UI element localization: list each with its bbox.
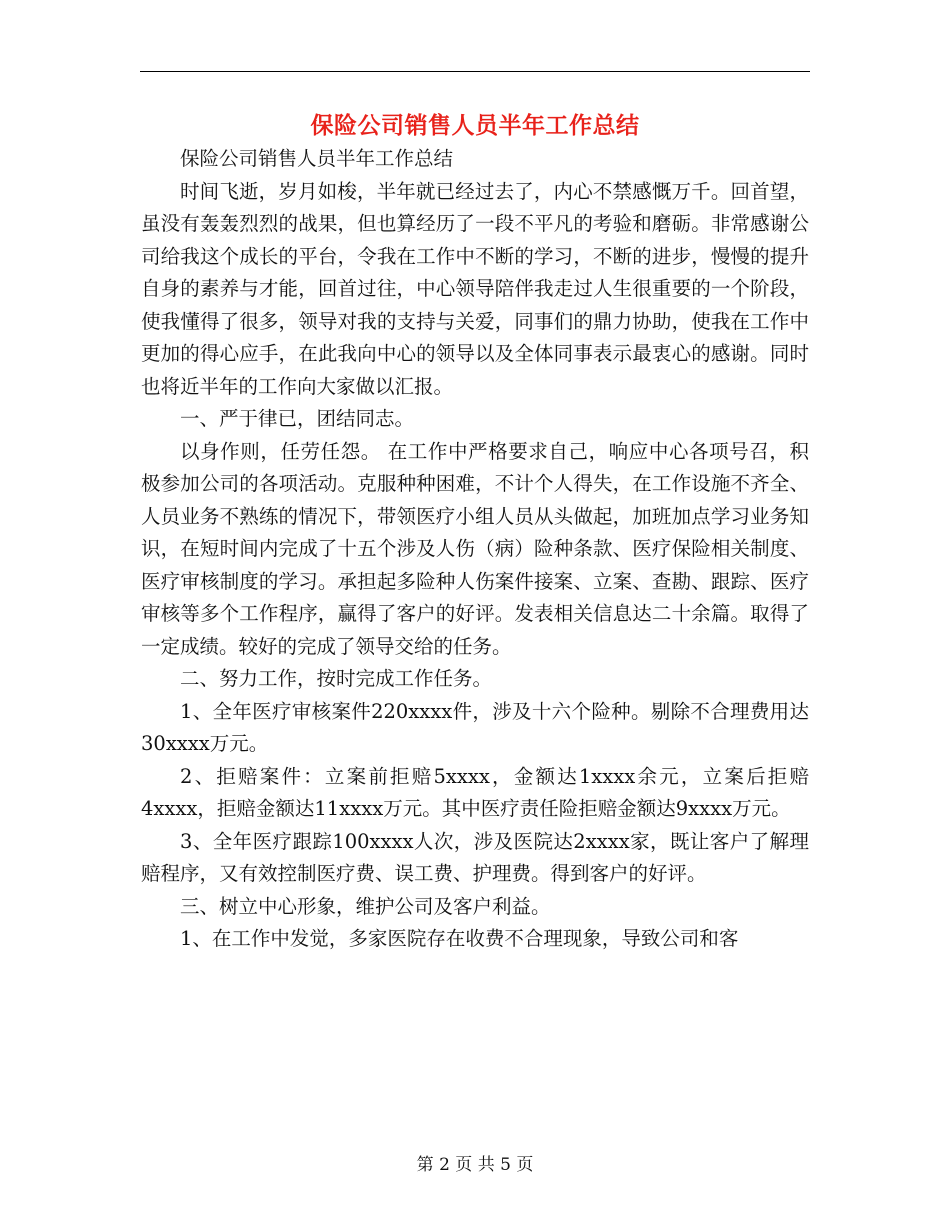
paragraph: 保险公司销售人员半年工作总结 [180,147,454,170]
section-heading: 一、严于律已，团结同志。 [180,407,415,430]
header-rule [140,71,810,72]
paragraph: 3、全年医疗跟踪100xxxx人次，涉及医院达2xxxx家，既让客户了解理赔程序，又有效控制医疗费、误工费、护理费。得到客户的好评。 [141,829,809,885]
section-heading: 三、树立中心形象，维护公司及客户利益。 [180,894,551,918]
document-title: 保险公司销售人员半年工作总结 [310,112,640,139]
page-number-footer: 第 2 页 共 5 页 [416,1155,534,1175]
paragraph: 1、在工作中发觉，多家医院存在收费不合理现象，导致公司和客 [180,927,739,950]
paragraph: 时间飞逝，岁月如梭，半年就已经过去了，内心不禁感慨万千。回首望，虽没有轰轰烈烈的战果，但也算经历了一段不平凡的考验和磨砺。非常感谢公司给我这个成长的平台，令我在工作中不断的学习，不断的进步，慢慢的提升自身的素养与才能，回首过往，中心领导陪伴我走过人生很重要的一个阶段，使我懂得了很多，领导对我的支持与关爱，同事们的鼎力协助，使我在工作中更加的得心应手，在此我向中心的领导以及全体同事表示最衷心的感谢。同时也将近半年的工作向大家做以汇报。 [141,179,809,398]
paragraph: 2、拒赔案件：立案前拒赔5xxxx，金额达1xxxx余元，立案后拒赔4xxxx，拒赔金额达11xxxx万元。其中医疗责任险拒赔金额达9xxxx万元。 [141,764,809,820]
paragraph: 以身作则，任劳任怨。 在工作中严格要求自己，响应中心各项号召，积极参加公司的各项活动。克服种种困难，不计个人得失，在工作设施不齐全、人员业务不熟练的情况下，带领医疗小组人员从头做起，加班加点学习业务知识，在短时间内完成了十五个涉及人伤（病）险种条款、医疗保险相关制度、医疗审核制度的学习。承担起多险种人伤案件接案、立案、查勘、跟踪、医疗审核等多个工作程序，赢得了客户的好评。发表相关信息达二十余篇。取得了一定成绩。较好的完成了领导交给的任务。 [141,439,809,658]
paragraph: 1、全年医疗审核案件220xxxx件，涉及十六个险种。剔除不合理费用达30xxxx万元。 [141,699,809,755]
section-heading: 二、努力工作，按时完成工作任务。 [180,667,493,690]
document-body [141,143,809,956]
